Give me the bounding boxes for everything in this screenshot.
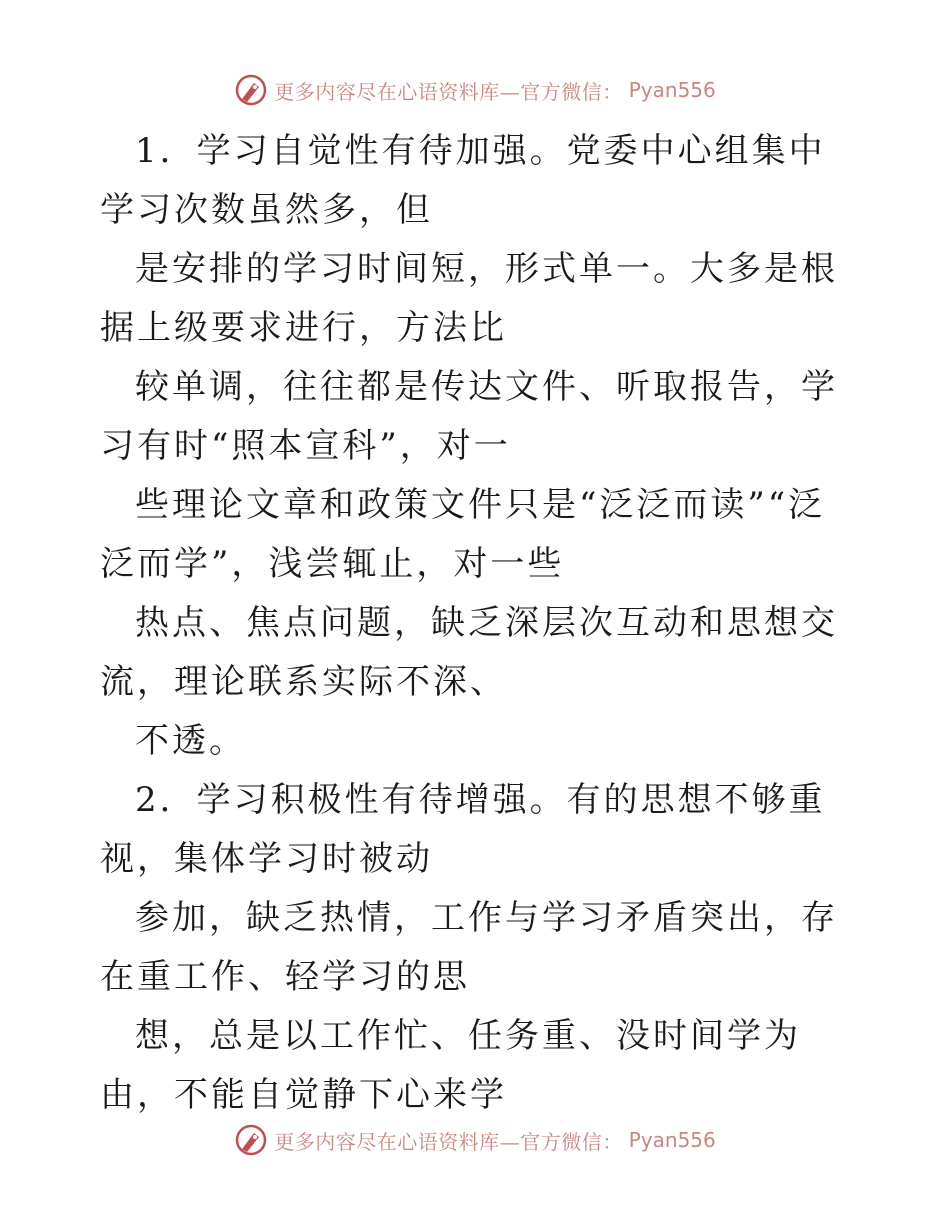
watermark-wechat-id: Pyan556: [628, 1128, 716, 1152]
paragraph: 2．学习积极性有待增强。有的思想不够重视，集体学习时被动: [100, 780, 826, 879]
document-body: [100, 122, 860, 1125]
watermark-text: 更多内容尽在心语资料库—官方微信：: [274, 79, 623, 104]
paragraph: 些理论文章和政策文件只是“泛泛而读”“泛泛而学”，浅尝辄止，对一些: [100, 485, 826, 584]
paragraph: 热点、焦点问题，缺乏深层次互动和思想交流，理论联系实际不深、: [100, 603, 838, 702]
header-watermark: [0, 70, 950, 110]
paragraph: 是安排的学习时间短，形式单一。大多是根据上级要求进行，方法比: [100, 249, 838, 348]
paragraph: 想，总是以工作忙、任务重、没时间学为由，不能自觉静下心来学: [100, 1016, 801, 1115]
watermark-text: 更多内容尽在心语资料库—官方微信：: [274, 1129, 623, 1154]
paragraph: 1．学习自觉性有待加强。党委中心组集中学习次数虽然多，但: [100, 131, 826, 230]
paragraph: 较单调，往往都是传达文件、听取报告，学习有时“照本宣科”，对一: [100, 367, 838, 466]
paragraph: 参加，缺乏热情，工作与学习矛盾突出，存在重工作、轻学习的思: [100, 898, 838, 997]
pen-nib-logo-icon: [234, 73, 268, 107]
footer-watermark: [0, 1120, 950, 1160]
pen-nib-logo-icon: [234, 1123, 268, 1157]
paragraph: 不透。: [135, 721, 246, 761]
watermark-wechat-id: Pyan556: [628, 78, 716, 102]
